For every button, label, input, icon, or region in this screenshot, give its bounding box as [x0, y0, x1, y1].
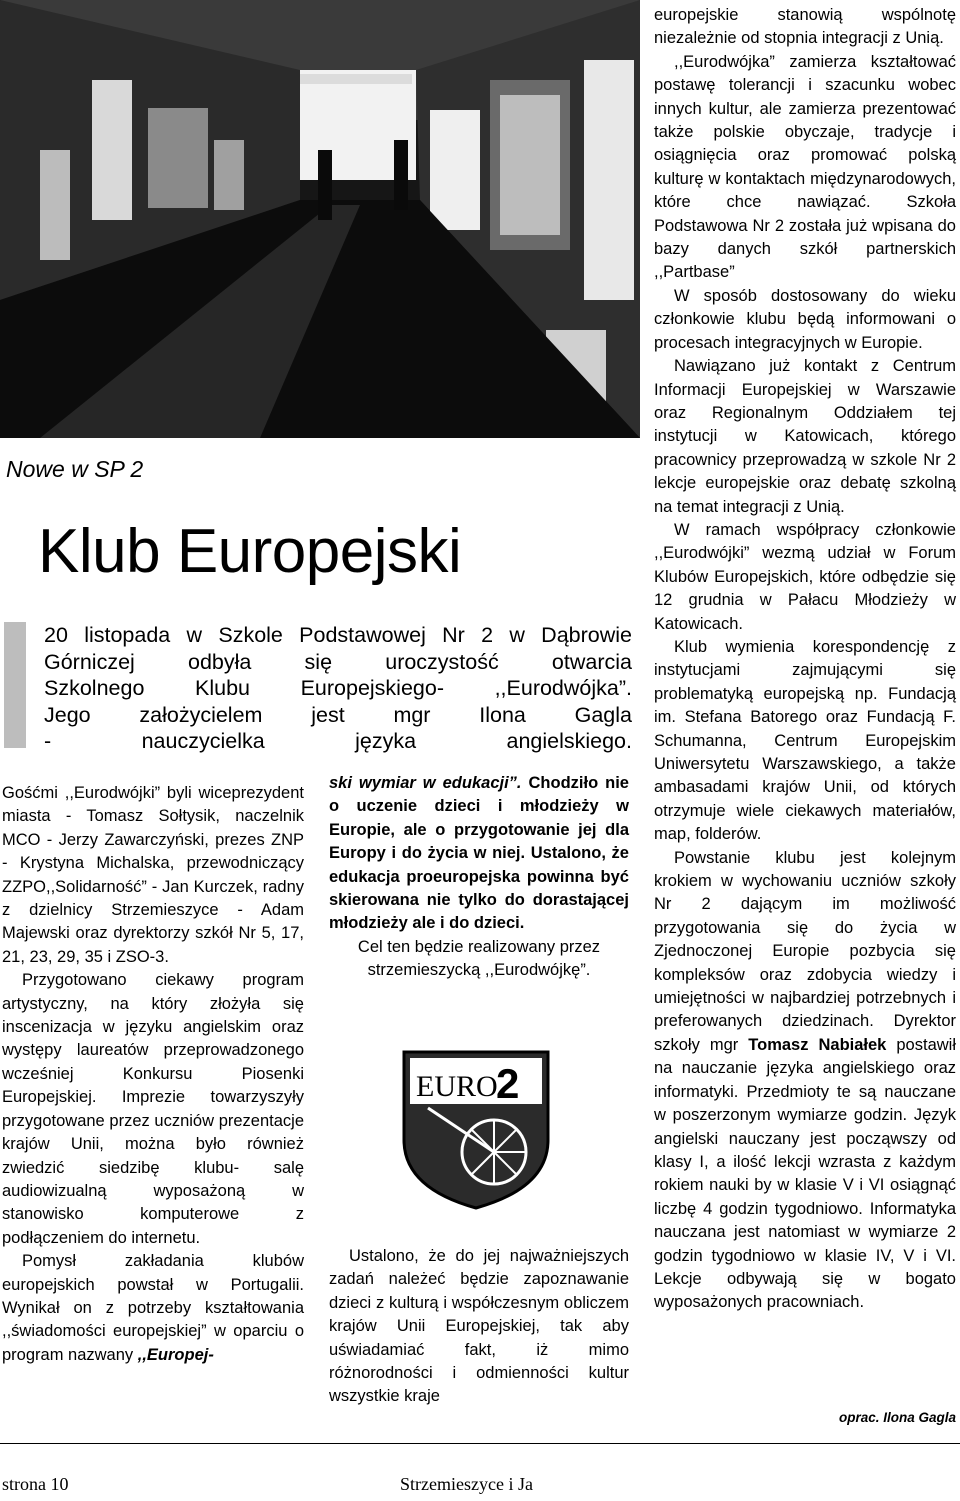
paragraph: europejskie stanowią wspólnotę niezależnie od stopnia integracji z Unią.: [654, 6, 956, 48]
article-lead: [44, 622, 632, 755]
paragraph: Ustalono, że do jej najważniejszych zadań należeć będzie zapoznawanie dzieci z kulturą i współczesnym obliczem krajów Unii Europejskiej, tak aby uświadamiać fakt, iż mimo różnorodności i odmienności kultur wszystkie kraje: [329, 1247, 629, 1406]
article-column-3: [654, 4, 956, 1315]
paragraph: Nawiązano już kontakt z Centrum Informacji Europejskiej w Warszawie oraz Regionalnym Oddziałem tej instytucji w Katowicach, którego pracownicy przeprowadzą w szkole Nr 2 lekcje europejskie oraz debatę szkolną na temat integracji z Unią.: [654, 357, 956, 516]
paragraph-text: Powstanie klubu jest kolejnym krokiem w wychowaniu uczniów szkoły Nr 2 dającym im możliwość przygotowania się do życia w Zjednoczonej Europie pozbycia się kompleksów oraz zdobycia wiedzy i umiejętności w najbardziej potrzebnych i preferowanych dziedzinach. Dyrektor szkoły mgr: [654, 848, 956, 1054]
lead-line: Szkolnego Klubu Europejskiego- ,,Eurodwójka”.: [44, 676, 632, 701]
lead-line: Górniczej odbyła się uroczystość otwarcia: [44, 649, 632, 674]
author-byline: oprac. Ilona Gagla: [838, 1410, 956, 1425]
lead-line: Jego założycielem jest mgr Ilona Gagla: [44, 702, 632, 727]
eurodwojka-logo: [398, 1048, 554, 1212]
paragraph: Klub wymienia korespondencję z instytucjami zajmującymi się problematyką europejską np. Fundacją im. Stefana Batorego oraz Fundacją F. Schumanna, Centrum Europejskim Uniwersytetu Warszawskiego, a także ambasadami krajów Unii, od których otrzymuje wiele ciekawych materiałów, map, folderów.: [654, 637, 956, 844]
article-headline: Klub Europejski: [38, 517, 462, 586]
paragraph: Przygotowano ciekawy program artystyczny, na który złożyła się inscenizacja w języku angielskim oraz występy laureatów przeprowadzonego wcześniej Konkursu Piosenki Europejskiej. Imprezie towarzyszyły przygotowane przez uczniów prezentacje krajów Unii, można było również zwiedzić siedzibę klubu- salę audiowizualną wyposażoną w stanowisko komputerowe z podłączeniem do internetu.: [2, 971, 304, 1247]
paragraph: W ramach współpracy członkowie ,,Eurodwójki” wezmą udział w Forum Klubów Europejskich, które odbędzie się 12 grudnia w Pałacu Młodzieży w Katowicach.: [654, 520, 956, 633]
lead-line: - nauczycielka języka angielskiego.: [44, 729, 632, 754]
footer-divider: [0, 1443, 960, 1444]
publication-name: Strzemieszyce i Ja: [400, 1474, 533, 1494]
corridor-photo: [0, 0, 640, 438]
director-name: Tomasz Nabiałek: [748, 1035, 887, 1054]
lead-line: 20 listopada w Szkole Podstawowej Nr 2 w Dąbrowie: [44, 623, 632, 647]
paragraph: Gośćmi ,,Eurodwójki” byli wiceprezydent miasta - Tomasz Sołtysik, naczelnik MCO - Jerzy Zawarczyński, prezes ZNP - Krystyna Michalska, przewodniczący ZZPO,,Solidarność” - Jan Kurczek, radny z dzielnicy Strzemieszyce - Adam Majewski oraz dyrektorzy szkół Nr 5, 17, 21, 23, 29, 35 i ZSO-3.: [2, 784, 304, 966]
paragraph: ,,Eurodwójka” zamierza kształtować postawę tolerancji i szacunku wobec innych kultur, ale zamierza prezentować także polskie obyczaje, tradycje i osiągnięcia oraz promować polską kulturę w kontaktach międzynarodowych, które chce nawiązać. Szkoła Podstawowa Nr 2 została już wpisana do bazy danych szkół partnerskich ,,Partbase”: [654, 52, 956, 282]
paragraph: [2, 1250, 304, 1367]
paragraph-text-bold: Chodziło nie o uczenie dzieci i młodzieży w Europie, ale o przygotowanie jej dla Europy i do życia w niej. Ustalono, że edukacja proeuropejska powinna być skierowana nie tylko do dorastającej młodzieży ale i do dzieci.: [329, 774, 629, 933]
paragraph-text: Pomysł zakładania klubów europejskich powstał w Portugalii. Wynikał on z potrzeby kształtowania ,,świadomości europejskiej” w oparciu o program nazwany: [2, 1252, 304, 1364]
logo-euro-text: EURO: [416, 1070, 498, 1103]
program-name-emphasis: ,,Europej-: [137, 1345, 214, 1364]
program-name-emphasis: ski wymiar w edukacji”.: [329, 774, 522, 792]
logo-number-text: 2: [496, 1060, 520, 1107]
paragraph: [654, 847, 956, 1315]
article-column-2: [329, 772, 629, 983]
article-column-2-continued: [329, 1245, 629, 1409]
paragraph: W sposób dostosowany do wieku członkowie klubu będą informowani o procesach integracyjnych w Europie.: [654, 286, 956, 352]
paragraph: Cel ten będzie realizowany przez strzemieszycką ,,Eurodwójkę”.: [357, 937, 601, 980]
article-column-1: [2, 782, 304, 1367]
lead-accent-bar: [4, 622, 26, 748]
paragraph: [329, 772, 629, 936]
section-label: Nowe w SP 2: [6, 456, 144, 482]
paragraph-text: postawił na nauczanie języka angielskiego oraz informatyki. Przedmioty te są nauczane w poszerzonym wymiarze godzin. Język angielski nauczany jest począwszy od klasy I, a ilość lekcji wzrasta z każdym rokiem nauki by w klasie V i VI osiągnąć liczbę 4 godzin tygodniowo. Informatyka nauczana jest natomiast w wymiarze 2 godzin tygodniowo w klasie IV, V i VI. Lekcje odbywają się w bogato wyposażonych pracowniach.: [654, 1035, 956, 1312]
page-number: strona 10: [2, 1474, 69, 1494]
